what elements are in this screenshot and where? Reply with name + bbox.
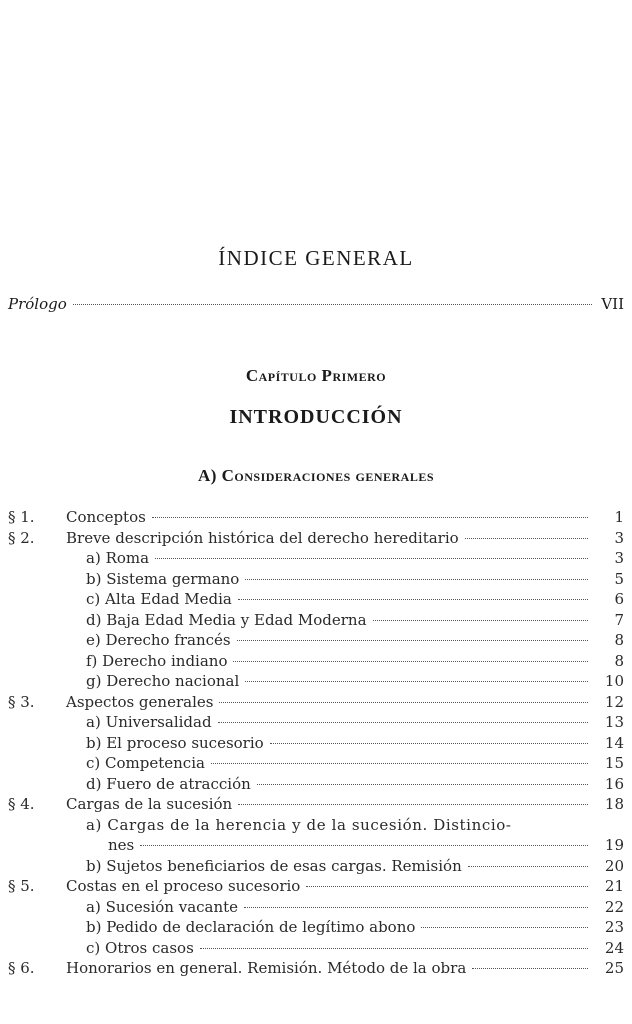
- toc-entry-text: d) Fuero de atracción: [86, 774, 251, 793]
- toc-entry-page: 24: [604, 938, 624, 957]
- toc-entry-page: 7: [614, 610, 624, 629]
- dot-leader: [244, 907, 588, 908]
- prologo-page: VII: [601, 295, 624, 313]
- toc-entry-page: 12: [604, 692, 624, 711]
- dot-leader: [140, 845, 588, 846]
- dot-leader: [245, 681, 588, 682]
- dot-leader: [73, 304, 592, 305]
- toc-entry-text: nes: [108, 836, 135, 854]
- dot-leader: [465, 538, 588, 539]
- toc-entry[interactable]: [8, 548, 624, 569]
- toc-entry-text: a) Sucesión vacante: [86, 897, 239, 916]
- toc-entry-page: 16: [604, 774, 624, 793]
- prologo-label: Prólogo: [8, 295, 67, 313]
- toc-entry[interactable]: [8, 774, 624, 795]
- dot-leader: [237, 640, 588, 641]
- toc-entry-text: f) Derecho indiano: [86, 651, 228, 670]
- toc-entry-page: 20: [604, 856, 624, 875]
- dot-leader: [219, 702, 588, 703]
- toc-entry-text: b) Pedido de declaración de legítimo abono: [86, 918, 416, 936]
- toc-entry-text: c) Competencia: [86, 754, 205, 772]
- toc-entry[interactable]: [8, 712, 624, 733]
- dot-leader: [245, 579, 588, 580]
- dot-leader: [306, 886, 588, 887]
- toc-entry-page: 13: [604, 713, 624, 731]
- toc-list: [8, 507, 624, 979]
- toc-entry[interactable]: [8, 733, 624, 754]
- toc-entry-page: 14: [604, 733, 624, 752]
- toc-entry-text: b) Sujetos beneficiarios de esas cargas. Remisión: [86, 856, 462, 875]
- toc-entry[interactable]: [8, 507, 624, 528]
- toc-entry-page: 19: [604, 836, 624, 854]
- toc-entry[interactable]: [8, 753, 624, 774]
- chapter-label: Capítulo Primero: [245, 366, 387, 385]
- toc-entry-text: e) Derecho francés: [86, 631, 231, 649]
- chapter-title: INTRODUCCIÓN: [229, 406, 403, 428]
- toc-entry-text: Conceptos: [66, 508, 146, 526]
- toc-entry-text: a) Universalidad: [86, 713, 212, 731]
- toc-entry-page: 5: [614, 569, 624, 588]
- dot-leader: [211, 763, 588, 764]
- toc-entry-text: d) Baja Edad Media y Edad Moderna: [86, 610, 367, 629]
- dot-leader: [238, 599, 588, 600]
- toc-entry[interactable]: [8, 876, 624, 897]
- toc-entry-page: 8: [614, 651, 624, 670]
- toc-entry[interactable]: [8, 815, 624, 836]
- toc-entry[interactable]: [8, 856, 624, 877]
- dot-leader: [233, 661, 588, 662]
- toc-entry[interactable]: [8, 610, 624, 631]
- toc-entry[interactable]: [8, 897, 624, 918]
- toc-entry[interactable]: [8, 630, 624, 651]
- toc-entry-text: Aspectos generales: [66, 692, 214, 711]
- dot-leader: [468, 866, 588, 867]
- section-number: § 5.: [8, 877, 35, 895]
- toc-entry-page: 6: [614, 590, 624, 608]
- toc-entry[interactable]: [8, 917, 624, 938]
- toc-entry[interactable]: [8, 671, 624, 692]
- toc-entry-text: b) El proceso sucesorio: [86, 733, 264, 752]
- toc-entry[interactable]: [8, 589, 624, 610]
- toc-entry-text: a) Roma: [86, 549, 150, 567]
- toc-entry-prologo[interactable]: [8, 295, 624, 315]
- section-number: § 1.: [8, 508, 35, 526]
- toc-entry-page: 3: [614, 528, 624, 547]
- dot-leader: [155, 558, 588, 559]
- toc-entry-page: 23: [604, 918, 624, 936]
- toc-entry-text: a) Cargas de la herencia y de la sucesión. Distincio-: [86, 815, 512, 834]
- page-title: ÍNDICE GENERAL: [218, 246, 414, 271]
- dot-leader: [238, 804, 588, 805]
- dot-leader: [270, 743, 588, 744]
- section-number: § 4.: [8, 795, 35, 813]
- toc-entry-page: 21: [604, 877, 624, 895]
- toc-entry-text: c) Otros casos: [86, 938, 194, 957]
- toc-entry[interactable]: [8, 938, 624, 959]
- dot-leader: [373, 620, 588, 621]
- toc-entry-page: 18: [604, 795, 624, 813]
- toc-entry-text: Honorarios en general. Remisión. Método de la obra: [66, 959, 467, 977]
- toc-entry[interactable]: [8, 651, 624, 672]
- toc-entry[interactable]: [8, 528, 624, 549]
- toc-entry-page: 25: [604, 959, 624, 977]
- dot-leader: [200, 948, 588, 949]
- toc-entry[interactable]: [8, 835, 624, 856]
- toc-entry-text: Breve descripción histórica del derecho hereditario: [66, 528, 459, 547]
- toc-entry-page: 1: [614, 508, 624, 526]
- toc-entry-page: 3: [614, 549, 624, 567]
- dot-leader: [257, 784, 588, 785]
- toc-entry[interactable]: [8, 958, 624, 979]
- toc-entry[interactable]: [8, 569, 624, 590]
- toc-entry-text: g) Derecho nacional: [86, 672, 240, 690]
- toc-entry[interactable]: [8, 692, 624, 713]
- toc-entry-page: 10: [604, 672, 624, 690]
- dot-leader: [218, 722, 588, 723]
- toc-entry-text: b) Sistema germano: [86, 569, 240, 588]
- toc-entry-page: 15: [604, 754, 624, 772]
- section-title: A) Consideraciones generales: [197, 466, 435, 485]
- section-number: § 3.: [8, 692, 35, 711]
- toc-entry[interactable]: [8, 794, 624, 815]
- dot-leader: [421, 927, 588, 928]
- toc-entry-text: c) Alta Edad Media: [86, 590, 232, 608]
- dot-leader: [152, 517, 588, 518]
- toc-entry-text: Cargas de la sucesión: [66, 795, 233, 813]
- dot-leader: [472, 968, 588, 969]
- section-number: § 6.: [8, 959, 35, 977]
- toc-entry-page: 8: [614, 631, 624, 649]
- toc-entry-text: Costas en el proceso sucesorio: [66, 877, 301, 895]
- section-number: § 2.: [8, 528, 35, 547]
- toc-entry-page: 22: [604, 897, 624, 916]
